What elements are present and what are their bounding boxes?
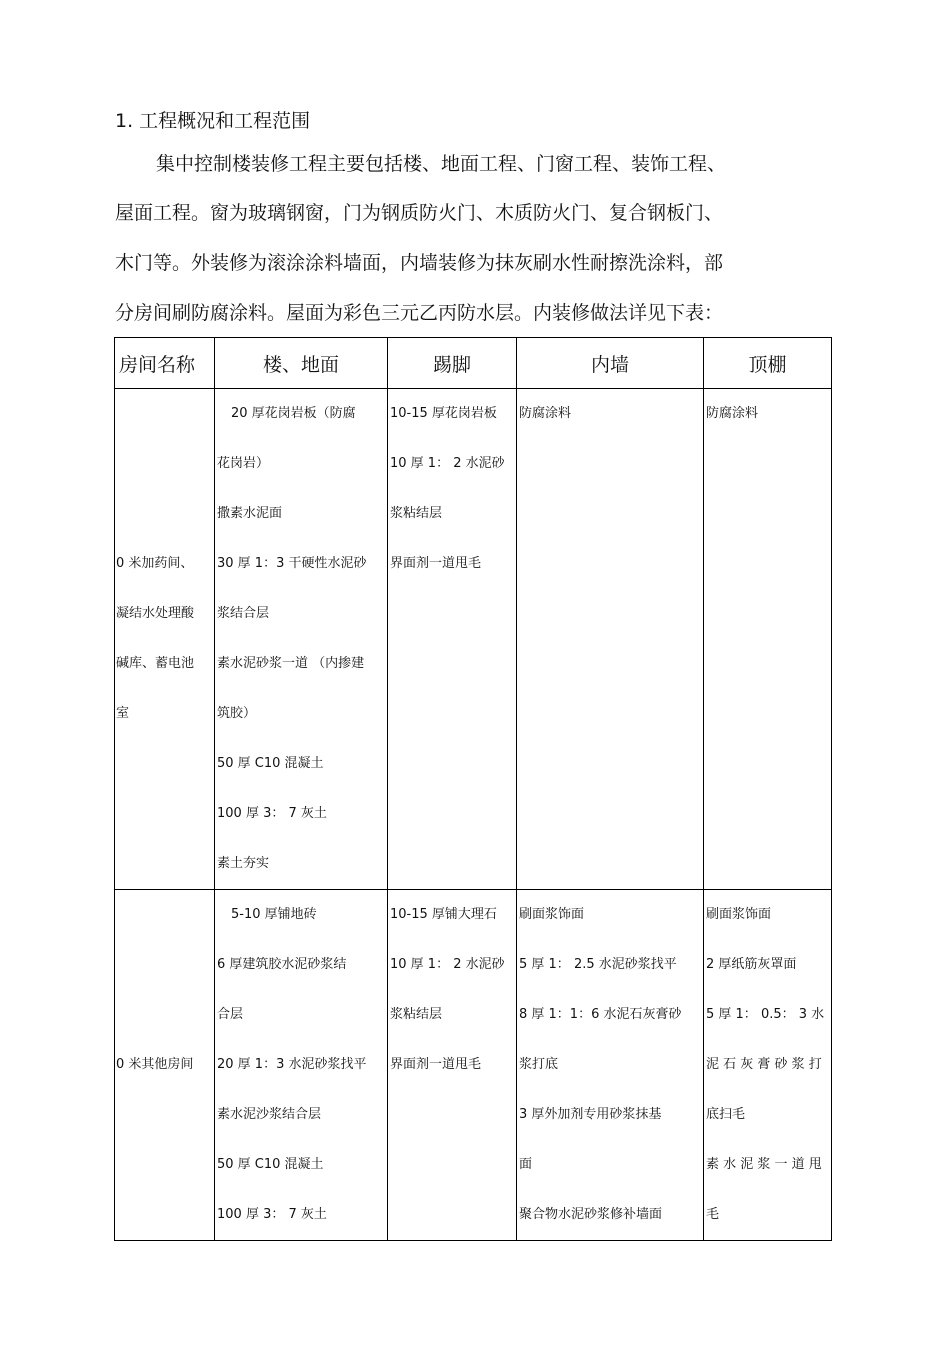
- floor-cell: [215, 389, 388, 890]
- floor-line: 20 厚 1：3 水泥砂浆找平: [217, 1057, 367, 1072]
- floor-line: 30 厚 1：3 干硬性水泥砂: [217, 556, 367, 571]
- ceiling-line: 底扫毛: [706, 1107, 746, 1122]
- skirting-line: 10-15 厚花岗岩板: [390, 406, 497, 421]
- header-skirting: 踢脚: [388, 338, 517, 389]
- skirting-line: 界面剂一道甩毛: [390, 1057, 482, 1072]
- wall-cell: [517, 389, 704, 890]
- room-cell: [115, 389, 215, 890]
- wall-line: 防腐涂料: [519, 406, 572, 421]
- header-ceiling: 顶棚: [704, 338, 832, 389]
- skirting-cell: [388, 389, 517, 890]
- floor-line: 100 厚 3： 7 灰土: [217, 806, 327, 821]
- skirting-line: 浆粘结层: [390, 506, 443, 521]
- ceiling-cell: [704, 389, 832, 890]
- floor-line: 6 厚建筑胶水泥砂浆结: [217, 957, 347, 972]
- ceiling-line: 刷面浆饰面: [706, 907, 772, 922]
- room-line: 凝结水处理酸: [116, 606, 195, 621]
- table-header-row: [115, 338, 832, 389]
- skirting-cell: [388, 890, 517, 1241]
- skirting-line: 浆粘结层: [390, 1007, 443, 1022]
- floor-line: 素水泥沙浆结合层: [217, 1107, 322, 1122]
- floor-line: 50 厚 C10 混凝土: [217, 1157, 324, 1172]
- paragraph-line-4: 分房间刷防腐涂料。屋面为彩色三元乙丙防水层。内装修做法详见下表：: [115, 302, 724, 324]
- wall-line: 面: [519, 1157, 533, 1172]
- floor-line: 素水泥砂浆一道 （内掺建: [217, 656, 365, 671]
- wall-line: 浆打底: [519, 1057, 559, 1072]
- paragraph-line-3: 木门等。外装修为滚涂涂料墙面，内墙装修为抹灰刷水性耐擦洗涂料，部: [115, 252, 724, 274]
- wall-line: 8 厚 1：1：6 水泥石灰膏砂: [519, 1007, 682, 1022]
- room-line: 0 米加药间、: [116, 556, 194, 571]
- skirting-line: 10-15 厚铺大理石: [390, 907, 497, 922]
- floor-line: 100 厚 3： 7 灰土: [217, 1207, 327, 1222]
- wall-line: 5 厚 1： 2.5 水泥砂浆找平: [519, 957, 677, 972]
- table-row: [115, 890, 832, 1241]
- floor-line: 素土夯实: [217, 856, 270, 871]
- room-cell: [115, 890, 215, 1241]
- header-floor: 楼、地面: [215, 338, 388, 389]
- floor-line: 5-10 厚铺地砖: [231, 907, 317, 922]
- header-inner-wall: 内墙: [517, 338, 704, 389]
- floor-line: 筑胶）: [217, 706, 257, 721]
- finish-spec-table: [114, 337, 832, 1241]
- ceiling-cell: [704, 890, 832, 1241]
- room-line: 碱库、蓄电池: [116, 656, 195, 671]
- wall-line: 刷面浆饰面: [519, 907, 585, 922]
- section-heading: 1. 工程概况和工程范围: [115, 110, 311, 132]
- wall-cell: [517, 890, 704, 1241]
- wall-line: 3 厚外加剂专用砂浆抹基: [519, 1107, 662, 1122]
- skirting-line: 界面剂一道甩毛: [390, 556, 482, 571]
- table-row: [115, 389, 832, 890]
- room-line: 0 米其他房间: [116, 1057, 194, 1072]
- floor-line: 花岗岩）: [217, 456, 270, 471]
- floor-line: 50 厚 C10 混凝土: [217, 756, 324, 771]
- floor-line: 20 厚花岗岩板（防腐: [231, 406, 356, 421]
- paragraph-line-2: 屋面工程。窗为玻璃钢窗，门为钢质防火门、木质防火门、复合钢板门、: [115, 202, 724, 224]
- room-line: 室: [116, 706, 130, 721]
- ceiling-line: 5 厚 1： 0.5： 3 水: [706, 1007, 825, 1022]
- ceiling-line: 毛: [706, 1207, 720, 1222]
- ceiling-line: 泥 石 灰 膏 砂 浆 打: [706, 1057, 822, 1072]
- ceiling-line: 防腐涂料: [706, 406, 759, 421]
- floor-line: 浆结合层: [217, 606, 270, 621]
- floor-cell: [215, 890, 388, 1241]
- skirting-line: 10 厚 1： 2 水泥砂: [390, 957, 505, 972]
- header-room-name: 房间名称: [115, 338, 215, 389]
- floor-line: 撒素水泥面: [217, 506, 283, 521]
- wall-line: 聚合物水泥砂浆修补墙面: [519, 1207, 663, 1222]
- paragraph-line-1: 集中控制楼装修工程主要包括楼、地面工程、门窗工程、装饰工程、: [156, 153, 727, 175]
- floor-line: 合层: [217, 1007, 244, 1022]
- skirting-line: 10 厚 1： 2 水泥砂: [390, 456, 505, 471]
- ceiling-line: 素 水 泥 浆 一 道 甩: [706, 1157, 822, 1172]
- ceiling-line: 2 厚纸筋灰罩面: [706, 957, 797, 972]
